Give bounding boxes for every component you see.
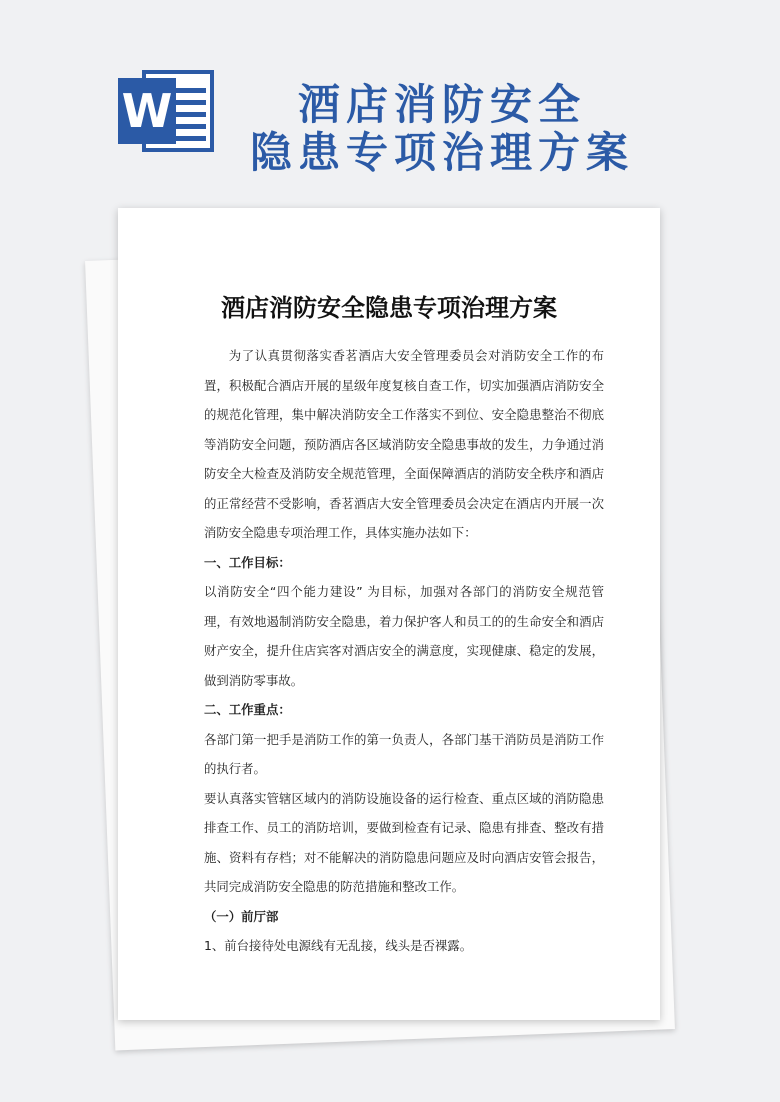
document-page xyxy=(118,208,660,1020)
word-letter: W xyxy=(118,78,176,144)
document-title: 酒店消防安全隐患专项治理方案 xyxy=(221,294,557,322)
section-paragraph: 以消防安全“四个能力建设” 为目标，加强对各部门的消防安全规范管理，有效地遏制消防安全隐患，着力保护客人和员工的的生命安全和酒店财产安全，提升住店宾客对酒店安全的满意度，实现健康、稳定的发展，做到消防零事故。 xyxy=(204,584,604,688)
section-heading: 一、工作目标： xyxy=(204,554,291,570)
document-body xyxy=(204,341,604,961)
intro-paragraph: 为了认真贯彻落实香茗酒店大安全管理委员会对消防安全工作的布置，积极配合酒店开展的星级年度复核自查工作，切实加强酒店消防安全的规范化管理，集中解决消防安全工作落实不到位、安全隐患整治不彻底等消防安全问题，预防酒店各区域消防安全隐患事故的发生，力争通过消防安全大检查及消防安全规范管理，全面保障酒店的消防安全秩序和酒店的正常经营不受影响，香茗酒店大安全管理委员会决定在酒店内开展一次消防安全隐患专项治理工作，具体实施办法如下： xyxy=(204,348,604,540)
banner-title-line1: 酒店消防安全 xyxy=(298,80,587,129)
banner xyxy=(0,0,780,200)
list-item: 1、前台接待处电源线有无乱接，线头是否裸露。 xyxy=(204,938,473,953)
subsection-heading: （一）前厅部 xyxy=(204,908,279,924)
section-heading: 二、工作重点： xyxy=(204,702,291,717)
word-icon xyxy=(118,70,214,152)
section-paragraph: 要认真落实管辖区域内的消防设施设备的运行检查、重点区域的消防隐患排查工作、员工的消防培训，要做到检查有记录、隐患有排查、整改有措施、资料有存档；对不能解决的消防隐患问题应及时向酒店安管会报告，共同完成消防安全隐患的防范措施和整改工作。 xyxy=(204,790,604,894)
section-paragraph: 各部门第一把手是消防工作的第一负责人，各部门基干消防员是消防工作的执行者。 xyxy=(204,731,604,776)
banner-title-line2: 隐患专项治理方案 xyxy=(250,128,635,177)
